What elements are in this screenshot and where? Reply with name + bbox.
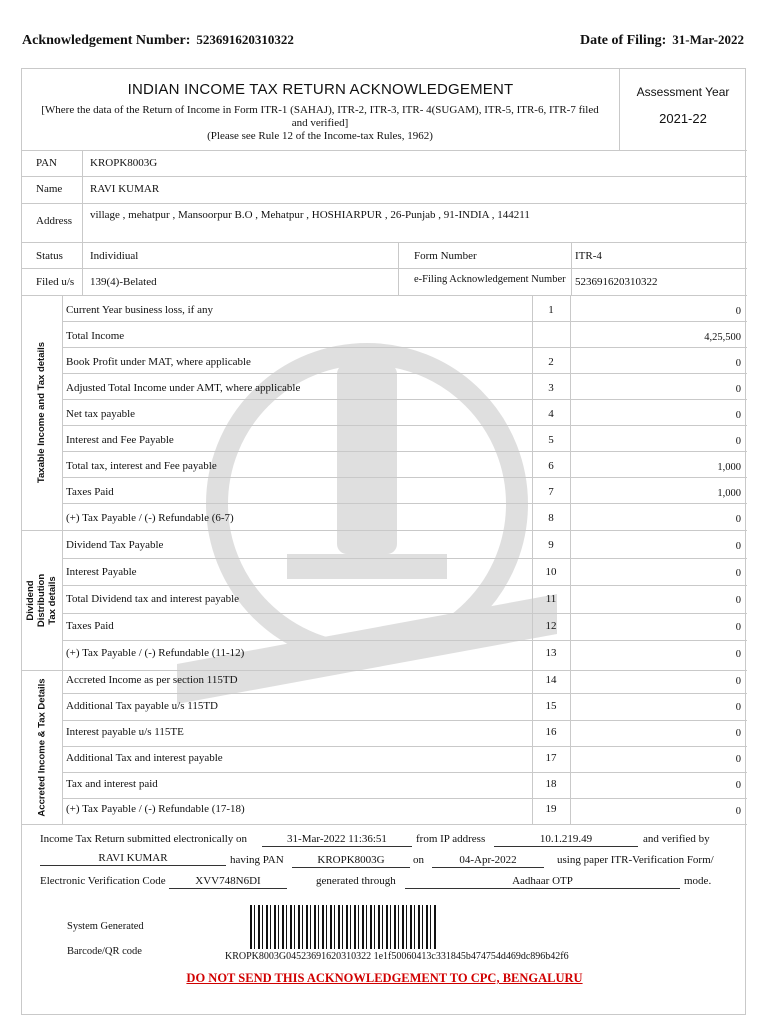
row-label: Book Profit under MAT, where applicable xyxy=(66,356,251,368)
row-label: Taxes Paid xyxy=(66,620,114,632)
row-number: 7 xyxy=(548,486,554,498)
row-amount: 0 xyxy=(735,595,741,606)
row-number: 2 xyxy=(548,356,554,368)
date-of-filing-label: Date of Filing: xyxy=(579,33,667,48)
row-label: Total Income xyxy=(66,330,125,342)
acknowledgement-number xyxy=(22,32,294,49)
section-band-taxable-income xyxy=(22,295,62,530)
verification-text-6: using paper ITR-Verification Form/ xyxy=(557,854,714,866)
row-amount: 0 xyxy=(735,754,741,765)
row-label: (+) Tax Payable / (-) Refundable (11-12) xyxy=(66,647,245,659)
row-number: 5 xyxy=(548,434,554,446)
section-title-dividend-distribution: Dividend Distribution Tax details xyxy=(25,573,59,627)
row-number: 1 xyxy=(548,304,554,316)
row-number: 15 xyxy=(545,700,557,712)
form-subtitle xyxy=(30,104,610,143)
qr-barcode-image xyxy=(250,905,436,949)
row-number: 4 xyxy=(548,408,554,420)
section-band-dividend-distribution xyxy=(22,530,62,670)
subtitle-line-2: and verified] xyxy=(291,117,349,129)
row-amount: 0 xyxy=(735,410,741,421)
barcode-label: Barcode/QR code xyxy=(67,946,142,957)
row-amount: 0 xyxy=(735,702,741,713)
system-generated-label: System Generated xyxy=(67,921,144,932)
row-amount: 4,25,500 xyxy=(704,332,741,343)
status-label: Status xyxy=(36,250,63,262)
row-label: Net tax payable xyxy=(66,408,136,420)
pan-label: PAN xyxy=(36,157,57,169)
name-label: Name xyxy=(36,183,63,195)
row-number: 13 xyxy=(545,647,557,659)
assessment-year-value: 2021-22 xyxy=(659,111,707,126)
row-amount: 0 xyxy=(735,358,741,369)
row-number: 19 xyxy=(545,803,557,815)
pan-value: KROPK8003G xyxy=(90,157,158,169)
row-label: Interest Payable xyxy=(66,566,137,578)
row-number: 17 xyxy=(545,752,557,764)
evc-code: XVV748N6DI xyxy=(169,875,287,889)
row-label: Total tax, interest and Fee payable xyxy=(66,460,217,472)
efiling-ack-value: 523691620310322 xyxy=(575,276,658,288)
ip-address: 10.1.219.49 xyxy=(494,833,638,847)
form-number-value: ITR-4 xyxy=(575,250,602,262)
row-amount: 0 xyxy=(735,384,741,395)
verification-text-5: on xyxy=(413,854,424,866)
subtitle-line-3: (Please see Rule 12 of the Income-tax Rules, 1962) xyxy=(207,130,433,142)
section-title-taxable-income: Taxable Income and Tax details xyxy=(36,341,48,484)
row-label: (+) Tax Payable / (-) Refundable (17-18) xyxy=(66,803,245,815)
row-label: Current Year business loss, if any xyxy=(66,304,213,316)
generated-through-mode: Aadhaar OTP xyxy=(405,875,680,889)
row-amount: 0 xyxy=(735,436,741,447)
section-title-accreted-income: Accreted Income & Tax Details xyxy=(36,677,48,817)
verification-text-9: mode. xyxy=(684,875,712,887)
form-number-label: Form Number xyxy=(414,250,477,262)
ack-number-value: 523691620310322 xyxy=(196,32,294,47)
row-number: 9 xyxy=(548,539,554,551)
row-label: (+) Tax Payable / (-) Refundable (6-7) xyxy=(66,512,234,524)
row-label: Total Dividend tax and interest payable xyxy=(66,593,240,605)
row-number: 12 xyxy=(545,620,557,632)
date-of-filing xyxy=(580,32,744,49)
row-label: Additional Tax payable u/s 115TD xyxy=(66,700,218,712)
row-number: 6 xyxy=(548,460,554,472)
row-number: 10 xyxy=(545,566,557,578)
subtitle-line-1: [Where the data of the Return of Income in Form ITR-1 (SAHAJ), ITR-2, ITR-3, ITR- 4(SUGAM), ITR-5, ITR-6, ITR-7 filed xyxy=(41,104,599,116)
address-label: Address xyxy=(36,215,73,227)
row-number: 3 xyxy=(548,382,554,394)
status-value: Individiual xyxy=(90,250,139,262)
verification-text-2: from IP address xyxy=(416,833,486,845)
row-amount: 1,000 xyxy=(717,462,741,473)
verifier-pan: KROPK8003G xyxy=(292,854,410,868)
ack-number-label: Acknowledgement Number: xyxy=(22,33,191,48)
row-label: Interest and Fee Payable xyxy=(66,434,174,446)
row-label: Dividend Tax Payable xyxy=(66,539,164,551)
row-label: Additional Tax and interest payable xyxy=(66,752,223,764)
acknowledgement-form xyxy=(21,68,746,1015)
verification-text-1: Income Tax Return submitted electronically on xyxy=(40,833,248,845)
filed-us-value: 139(4)-Belated xyxy=(90,276,157,288)
row-label: Adjusted Total Income under AMT, where applicable xyxy=(66,382,301,394)
date-of-filing-value: 31-Mar-2022 xyxy=(672,32,744,47)
row-amount: 0 xyxy=(735,676,741,687)
verified-by-name: RAVI KUMAR xyxy=(40,852,226,866)
row-number: 16 xyxy=(545,726,557,738)
row-label: Tax and interest paid xyxy=(66,778,158,790)
name-value: RAVI KUMAR xyxy=(90,183,160,195)
row-amount: 0 xyxy=(735,622,741,633)
row-amount: 0 xyxy=(735,649,741,660)
row-amount: 0 xyxy=(735,306,741,317)
verification-text-4: having PAN xyxy=(230,854,284,866)
row-number: 8 xyxy=(548,512,554,524)
row-label: Interest payable u/s 115TE xyxy=(66,726,184,738)
row-amount: 0 xyxy=(735,728,741,739)
barcode-text: KROPK8003G04523691620310322 1e1f50060413c331845b474754d469dc896b42f6 xyxy=(225,951,569,962)
row-amount: 0 xyxy=(735,514,741,525)
row-label: Accreted Income as per section 115TD xyxy=(66,674,238,686)
row-number: 11 xyxy=(545,593,557,605)
row-amount: 0 xyxy=(735,806,741,817)
efiling-ack-label: e-Filing Acknowledgement Number xyxy=(414,274,566,285)
verification-text-3: and verified by xyxy=(643,833,710,845)
cpc-warning: DO NOT SEND THIS ACKNOWLEDGEMENT TO CPC, BENGALURU xyxy=(186,971,583,985)
section-band-accreted-income xyxy=(22,670,62,824)
form-title: INDIAN INCOME TAX RETURN ACKNOWLEDGEMENT xyxy=(127,81,514,98)
row-amount: 0 xyxy=(735,780,741,791)
verified-on-date: 04-Apr-2022 xyxy=(432,854,544,868)
row-number: 14 xyxy=(545,674,557,686)
row-label: Taxes Paid xyxy=(66,486,114,498)
filed-us-label: Filed u/s xyxy=(36,276,75,288)
row-number: 18 xyxy=(545,778,557,790)
row-amount: 0 xyxy=(735,541,741,552)
row-amount: 1,000 xyxy=(717,488,741,499)
verification-text-8: generated through xyxy=(316,875,396,887)
submitted-datetime: 31-Mar-2022 11:36:51 xyxy=(262,833,412,847)
assessment-year-label: Assessment Year xyxy=(636,85,730,99)
verification-text-7: Electronic Verification Code xyxy=(40,875,166,887)
address-value: village , mehatpur , Mansoorpur B.O , Mehatpur , HOSHIARPUR , 26-Punjab , 91-INDIA , 144211 xyxy=(90,209,530,221)
row-amount: 0 xyxy=(735,568,741,579)
